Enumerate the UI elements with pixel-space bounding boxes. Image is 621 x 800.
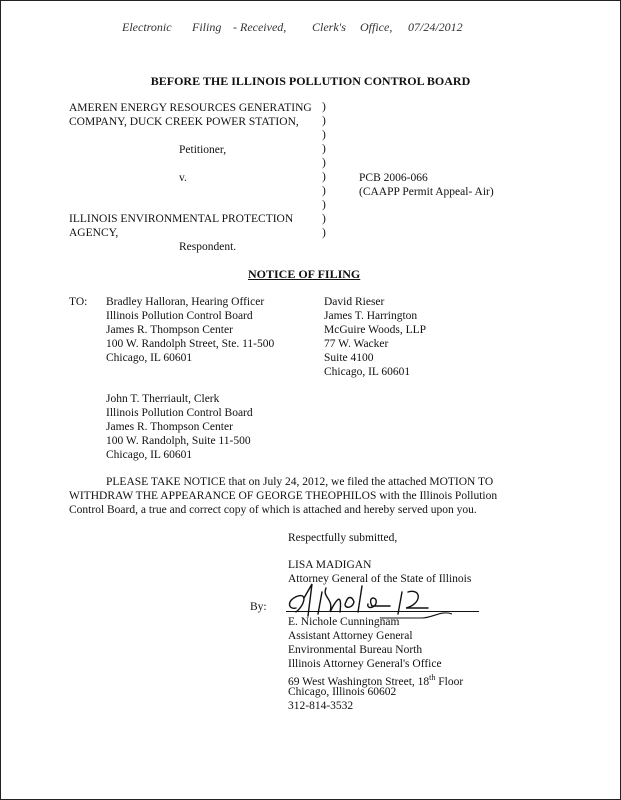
address-line: David Rieser [324, 296, 385, 308]
body-line: Control Board, a true and correct copy of which is attached and hereby served upon you. [69, 504, 477, 516]
stamp-word: Electronic [122, 20, 172, 34]
bureau: Environmental Bureau North [288, 644, 423, 656]
stamp-word: Office, [360, 20, 393, 34]
body-line: PLEASE TAKE NOTICE that on July 24, 2012, we filed the attached MOTION TO [106, 476, 494, 488]
ag-name: LISA MADIGAN [288, 559, 372, 571]
stamp-date: 07/24/2012 [408, 20, 463, 34]
address-line: James T. Harrington [324, 310, 418, 322]
paren: ) [322, 171, 326, 183]
versus: v. [179, 172, 187, 184]
street: 69 West Washington Street, 18 [288, 675, 430, 688]
document-title: BEFORE THE ILLINOIS POLLUTION CONTROL BOARD [150, 74, 471, 88]
to-label: TO: [69, 296, 88, 308]
notice-title: NOTICE OF FILING [248, 267, 361, 281]
body-line: WITHDRAW THE APPEARANCE OF GEORGE THEOPHILOS with the Illinois Pollution [69, 490, 498, 502]
address-line: 77 W. Wacker [324, 338, 389, 350]
stamp-word: - Received, [233, 20, 287, 34]
by-label: By: [250, 601, 267, 613]
case-type: (CAAPP Permit Appeal- Air) [359, 186, 494, 198]
address-line: 100 W. Randolph, Suite 11-500 [106, 435, 251, 447]
paren: ) [322, 185, 326, 197]
paren: ) [322, 157, 326, 169]
case-number: PCB 2006-066 [359, 172, 428, 184]
respondent-line: ILLINOIS ENVIRONMENTAL PROTECTION [69, 213, 294, 225]
address-line: Chicago, IL 60601 [324, 366, 411, 378]
petitioner-line: COMPANY, DUCK CREEK POWER STATION, [69, 116, 299, 128]
address-line: Chicago, IL 60601 [106, 352, 193, 364]
signer-name: E. Nichole Cunningham [288, 616, 400, 628]
signer-title: Assistant Attorney General [288, 630, 413, 642]
address-line: James R. Thompson Center [106, 324, 233, 336]
stamp-word: Clerk's [312, 20, 346, 34]
paren: ) [322, 115, 326, 127]
caption-brackets [322, 100, 326, 240]
city: Chicago, Illinois 60602 [288, 686, 397, 698]
address-line: McGuire Woods, LLP [324, 324, 427, 336]
paren: ) [322, 143, 326, 155]
closing: Respectfully submitted, [288, 532, 398, 544]
ag-title: Attorney General of the State of Illinois [288, 573, 472, 585]
paren: ) [322, 101, 326, 113]
address-line: Chicago, IL 60601 [106, 449, 193, 461]
paren: ) [322, 227, 326, 239]
petitioner-line: AMEREN ENERGY RESOURCES GENERATING [69, 102, 312, 114]
respondent-label: Respondent. [179, 241, 237, 253]
street-ordinal: th [429, 673, 436, 682]
address-line: James R. Thompson Center [106, 421, 233, 433]
address-line: Illinois Pollution Control Board [106, 407, 253, 419]
respondent-line: AGENCY, [69, 227, 119, 239]
stamp-word: Filing [192, 20, 222, 34]
floor: Floor [435, 675, 464, 688]
office: Illinois Attorney General's Office [288, 658, 442, 670]
address-line: John T. Therriault, Clerk [106, 393, 220, 405]
address-line: Suite 4100 [324, 352, 374, 364]
signature-line [286, 611, 479, 612]
paren: ) [322, 199, 326, 211]
paren: ) [322, 213, 326, 225]
address-line: Bradley Halloran, Hearing Officer [106, 296, 265, 308]
address-line: 100 W. Randolph Street, Ste. 11-500 [106, 338, 275, 350]
paren: ) [322, 129, 326, 141]
address-line: Illinois Pollution Control Board [106, 310, 253, 322]
phone: 312-814-3532 [288, 700, 354, 712]
petitioner-label: Petitioner, [179, 144, 227, 156]
